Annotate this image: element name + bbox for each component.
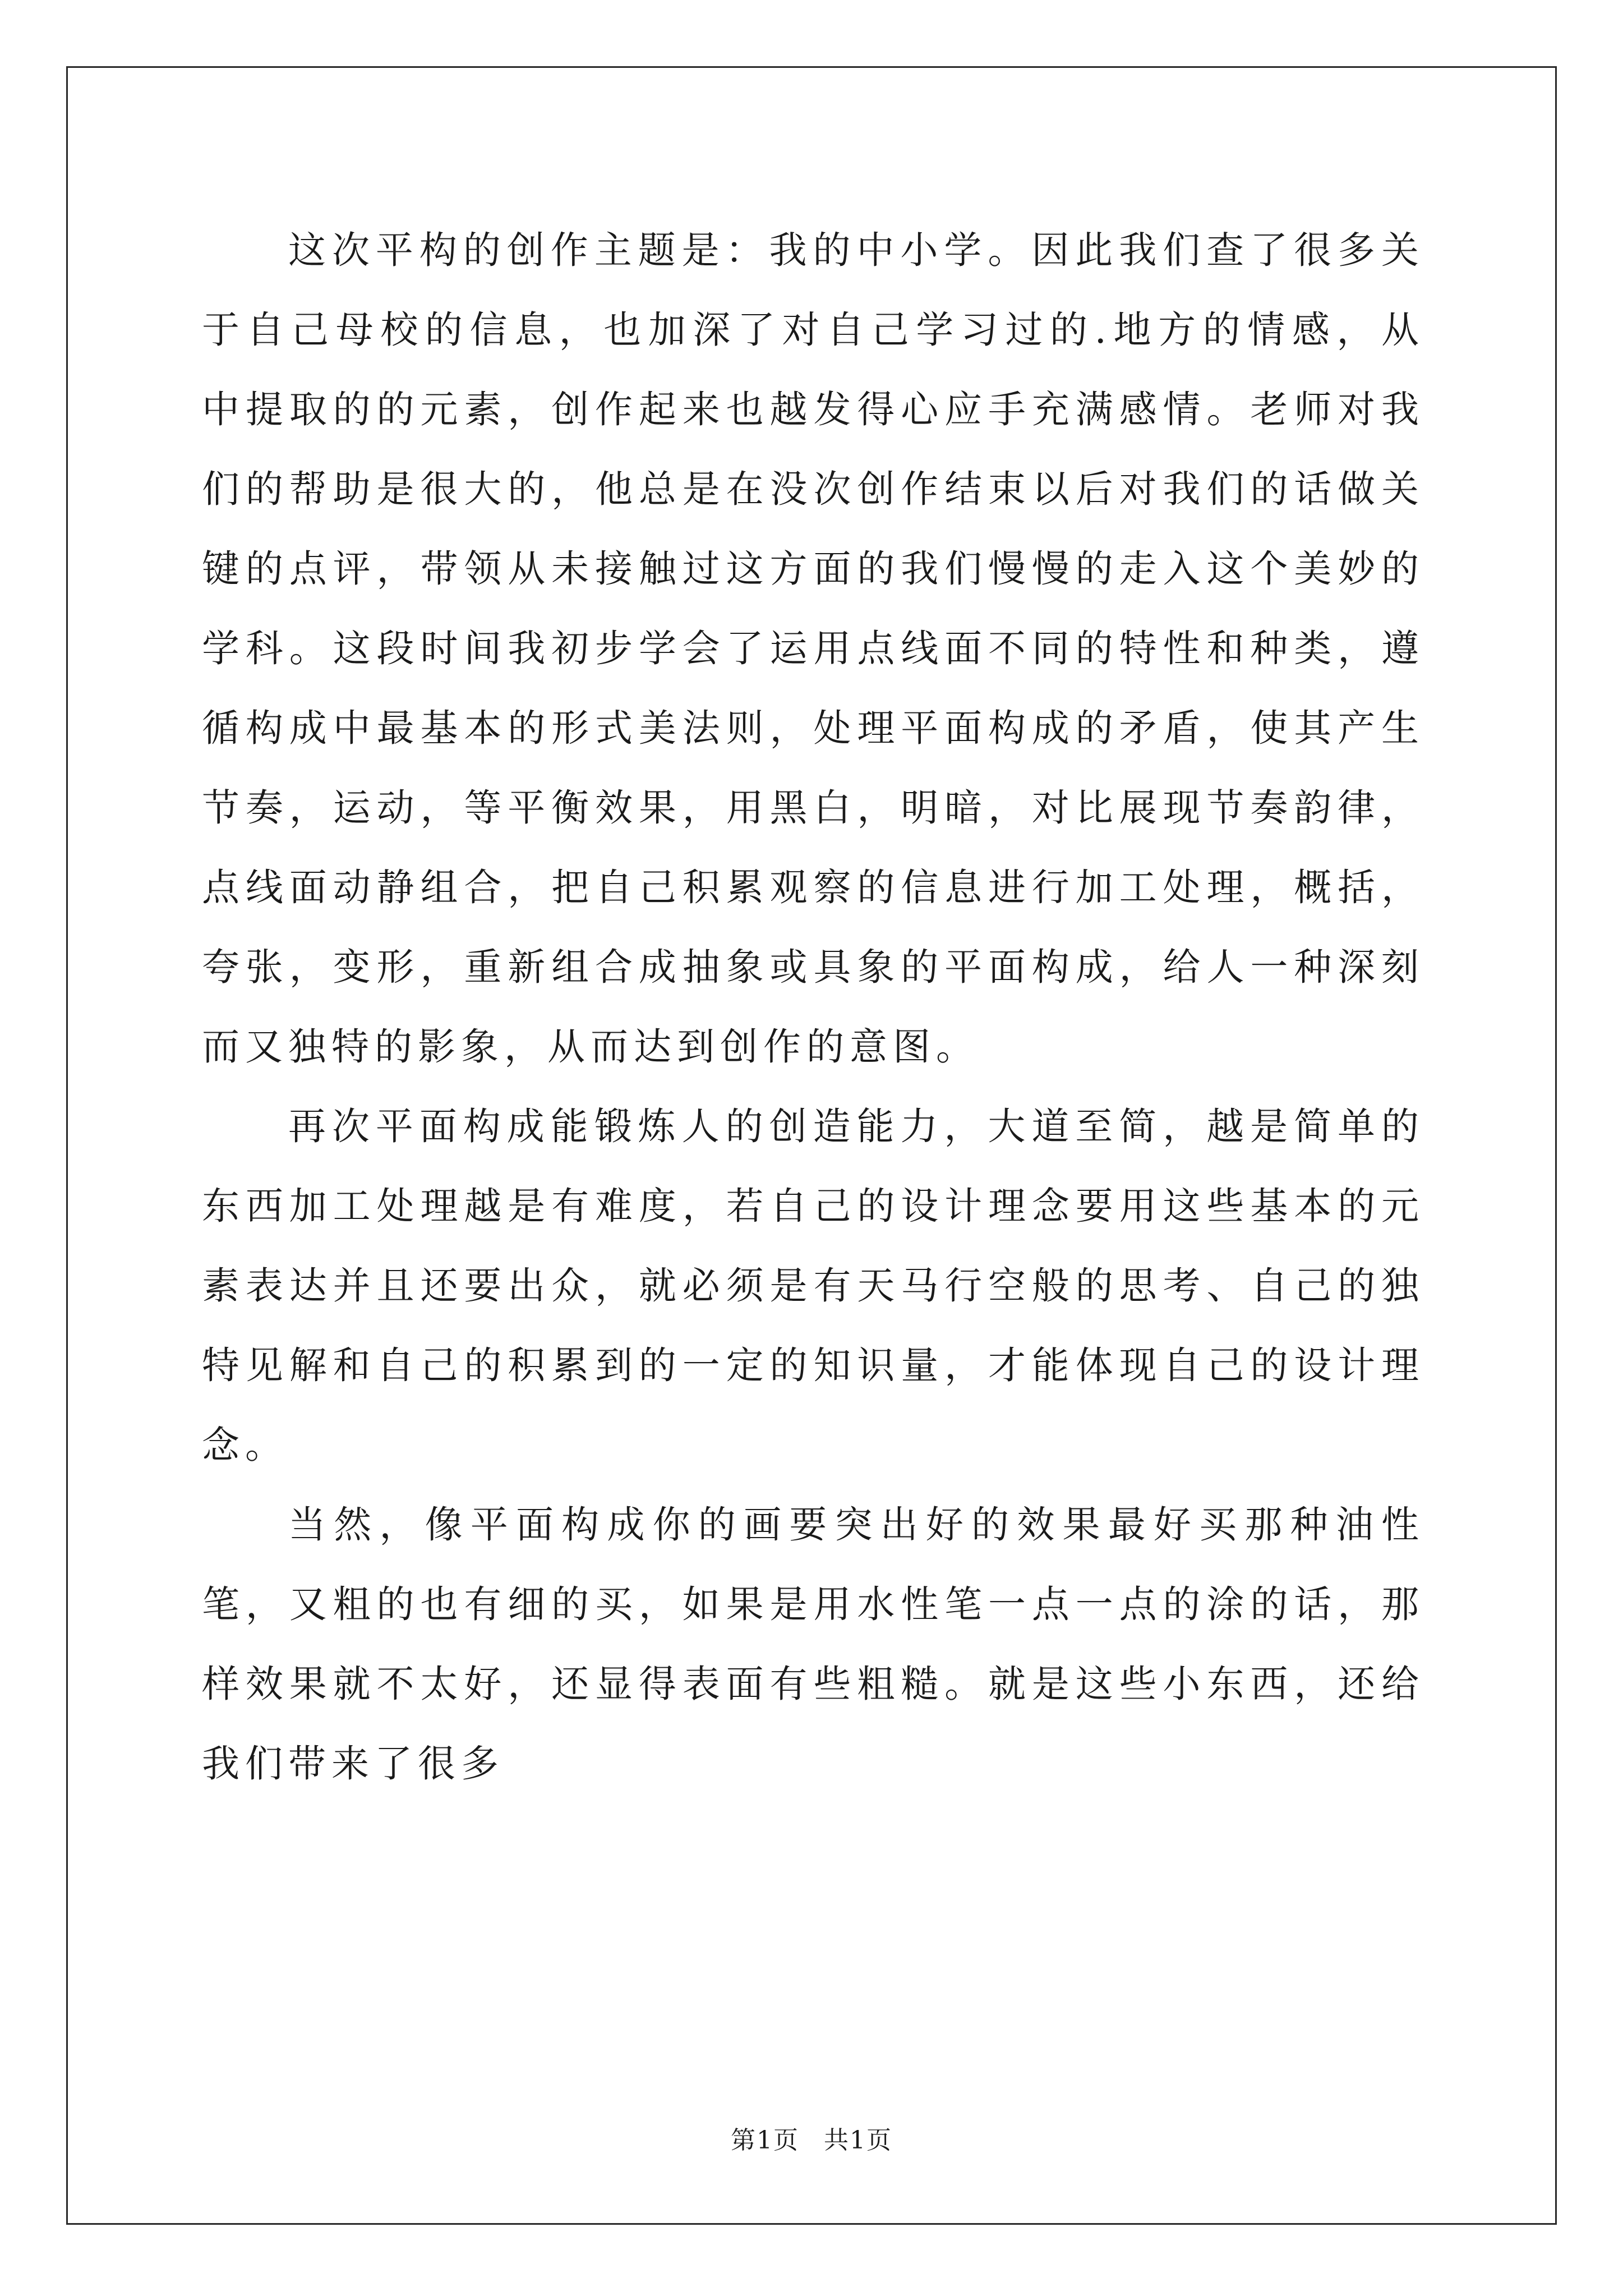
paragraph-1: 这次平构的创作主题是：我的中小学。因此我们查了很多关于自己母校的信息，也加深了对自己学习过的.地方的情感，从中提取的的元素，创作起来也越发得心应手充满感情。老师对我们的帮助是很大的，他总是在没次创作结束以后对我们的话做关键的点评，带领从未接触过这方面的我们慢慢的走入这个美妙的学科。这段时间我初步学会了运用点线面不同的特性和种类，遵循构成中最基本的形式美法则，处理平面构成的矛盾，使其产生节奏，运动，等平衡效果，用黑白，明暗，对比展现节奏韵律，点线面动静组合，把自己积累观察的信息进行加工处理，概括，夸张，变形，重新组合成抽象或具象的平面构成，给人一种深刻而又独特的影象，从而达到创作的意图。 xyxy=(202,228,1424,1069)
page-number: 第1页 xyxy=(731,2126,799,2155)
paragraph-2: 再次平面构成能锻炼人的创造能力，大道至简，越是简单的东西加工处理越是有难度，若自己的设计理念要用这些基本的元素表达并且还要出众，就必须是有天马行空般的思考、自己的独特见解和自己的积累到的一定的知识量，才能体现自己的设计理念。 xyxy=(202,1105,1424,1467)
page-footer xyxy=(0,2124,1623,2157)
paragraph-3: 当然，像平面构成你的画要突出好的效果最好买那种油性笔，又粗的也有细的买，如果是用水性笔一点一点的涂的话，那样效果就不太好，还显得表面有些粗糙。就是这些小东西，还给我们带来了很多 xyxy=(202,1503,1424,1786)
page-total: 共1页 xyxy=(824,2126,892,2155)
document-body xyxy=(202,210,1424,1803)
